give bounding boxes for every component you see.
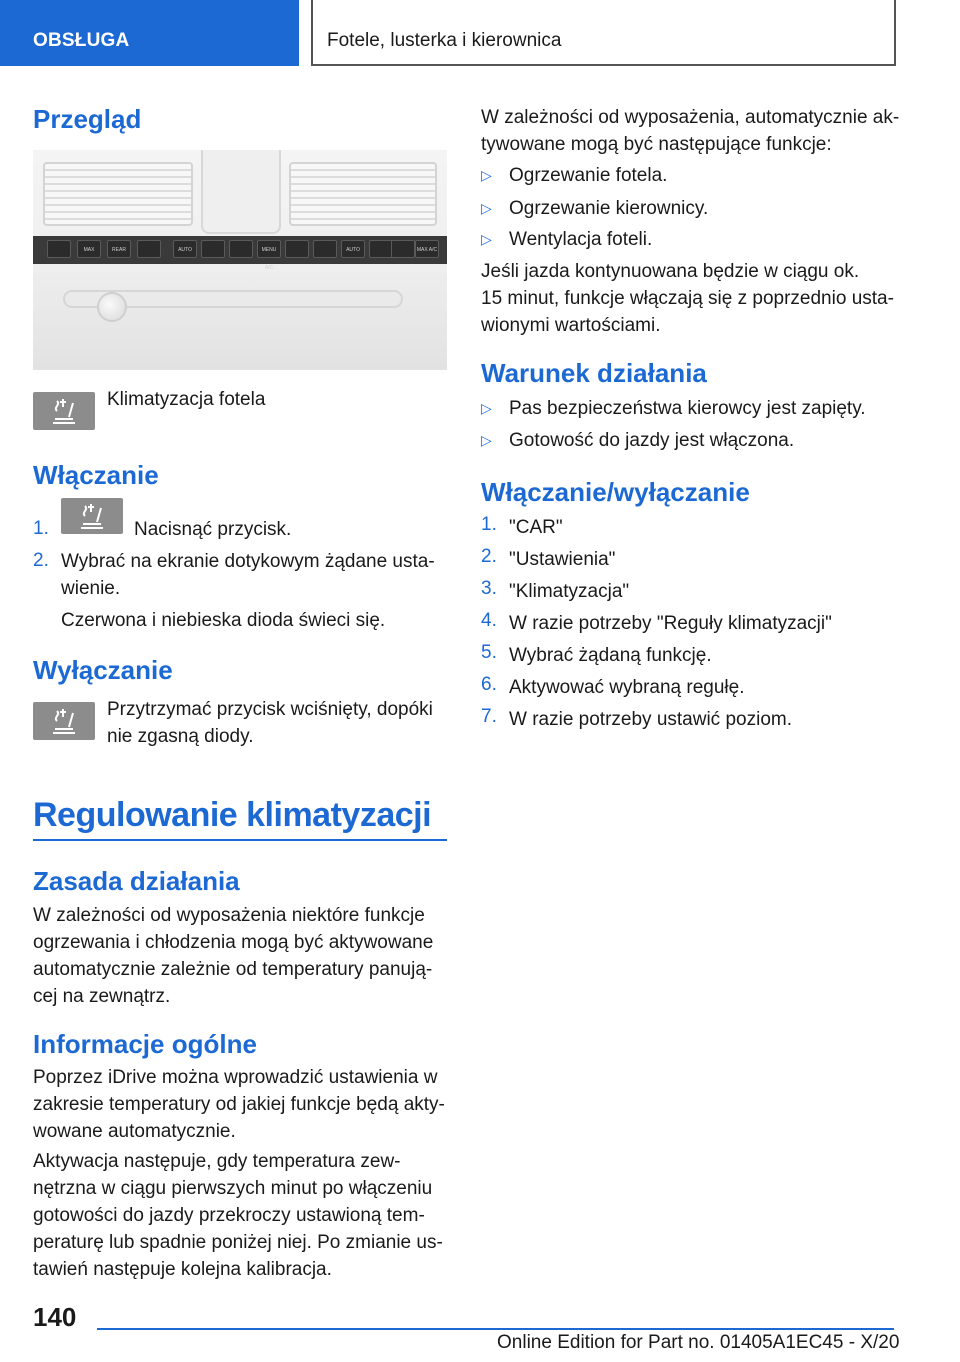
photo-button [137,240,161,258]
function-item: Wentylacja foteli. [509,229,653,250]
climate-panel-photo [33,150,447,370]
off-text-line: nie zgasną diody. [107,726,254,747]
heading-rule [33,839,447,841]
page-number: 140 [33,1302,77,1332]
section-tab: OBSŁUGA [0,0,299,66]
general-line: Aktywacja następuje, gdy temperatura zew‐ [33,1151,401,1172]
step-text-cont: wienie. [61,578,121,599]
continue-line: wionymi wartościami. [481,315,661,336]
edition-link[interactable]: Online Edition for Part no. 01405A1EC45 - X/20 [497,1332,900,1353]
photo-button [369,240,393,258]
step-text: Wybrać żądaną funkcję. [509,645,712,666]
step-number: 4. [481,610,497,631]
bullet-icon: ▷ [481,432,492,448]
step-number: 2. [481,546,497,567]
step-number: 3. [481,578,497,599]
photo-button [201,240,225,258]
photo-button [313,240,337,258]
seat-climate-icon [61,498,123,534]
step-text: "CAR" [509,517,563,538]
general-line: zakresie temperatury od jakiej funkcje będą akty‐ [33,1094,445,1115]
photo-button: MAX A/C [415,240,439,258]
photo-button [229,240,253,258]
step-text: Wybrać na ekranie dotykowym żądane usta‐ [61,551,435,572]
seat-climate-icon [33,392,95,430]
step-number: 7. [481,706,497,727]
off-text-line: Przytrzymać przycisk wciśnięty, dopóki [107,699,433,720]
step-number: 1. [33,518,49,539]
console-surface [33,272,447,370]
photo-button: MAX [77,240,101,258]
left-vent [43,162,193,226]
seat-climate-icon [33,702,95,740]
step-number: 2. [33,550,49,571]
principle-line: ogrzewania i chłodzenia mogą być aktywowane [33,932,434,953]
volume-knob [97,292,127,322]
onoff-heading: Włączanie/wyłączanie [481,477,750,507]
bullet-icon: ▷ [481,167,492,183]
general-line: gotowości do jazdy przekroczy ustawioną tem‐ [33,1205,425,1226]
step-number: 1. [481,514,497,535]
continue-line: 15 minut, funkcje włączają się z poprzednio usta‐ [481,288,894,309]
photo-button: MENU A/C [257,240,281,258]
function-item: Ogrzewanie kierownicy. [509,198,709,219]
intro-line: W zależności od wyposażenia, automatycznie ak‐ [481,107,900,128]
right-vent [289,162,437,226]
bullet-icon: ▷ [481,231,492,247]
photo-button [285,240,309,258]
bullet-icon: ▷ [481,400,492,416]
condition-heading: Warunek działania [481,358,707,388]
general-line: tawień następuje kolejna kalibracja. [33,1259,332,1280]
general-heading: Informacje ogólne [33,1029,257,1059]
function-item: Ogrzewanie fotela. [509,165,668,186]
step-number: 6. [481,674,497,695]
off-heading: Wyłączanie [33,655,173,685]
overview-heading: Przegląd [33,104,142,134]
chapter-title: Fotele, lusterka i kierownica [311,0,896,66]
principle-line: automatycznie zależnie od temperatury panują‐ [33,959,433,980]
photo-caption: Klimatyzacja fotela [107,389,266,410]
photo-button: AUTO [173,240,197,258]
condition-item: Gotowość do jazdy jest włączona. [509,430,795,451]
center-notch [201,150,281,234]
general-line: Poprzez iDrive można wprowadzić ustawienia w [33,1067,438,1088]
step-text: W razie potrzeby ustawić poziom. [509,709,792,730]
general-line: wowane automatycznie. [33,1121,236,1142]
step-text: "Ustawienia" [509,549,616,570]
step-text: W razie potrzeby "Reguły klimatyzacji" [509,613,832,634]
button-bar [33,236,447,271]
continue-line: Jeśli jazda kontynuowana będzie w ciągu ok. [481,261,860,282]
principle-line: W zależności od wyposażenia niektóre funkcje [33,905,425,926]
photo-button [47,240,71,258]
step-number: 5. [481,642,497,663]
general-line: peraturę lub spadnie poniżej niej. Po zmianie us‐ [33,1232,443,1253]
step-text: Nacisnąć przycisk. [134,519,292,540]
general-line: nętrzna w ciągu pierwszych minut po włączeniu [33,1178,433,1199]
principle-heading: Zasada działania [33,866,240,896]
main-heading: Regulowanie klimatyzacji [33,796,432,834]
condition-item: Pas bezpieczeństwa kierowcy jest zapięty. [509,398,866,419]
bullet-icon: ▷ [481,200,492,216]
on-heading: Włączanie [33,460,159,490]
step-text: "Klimatyzacja" [509,581,630,602]
intro-line: tywowane mogą być następujące funkcje: [481,134,832,155]
photo-button [391,240,415,258]
step-text: Aktywować wybraną regułę. [509,677,745,698]
footer-rule [97,1328,894,1330]
photo-button: AUTO [341,240,365,258]
principle-line: cej na zewnątrz. [33,986,171,1007]
on-note: Czerwona i niebieska dioda świeci się. [61,610,386,631]
photo-button: REAR [107,240,131,258]
